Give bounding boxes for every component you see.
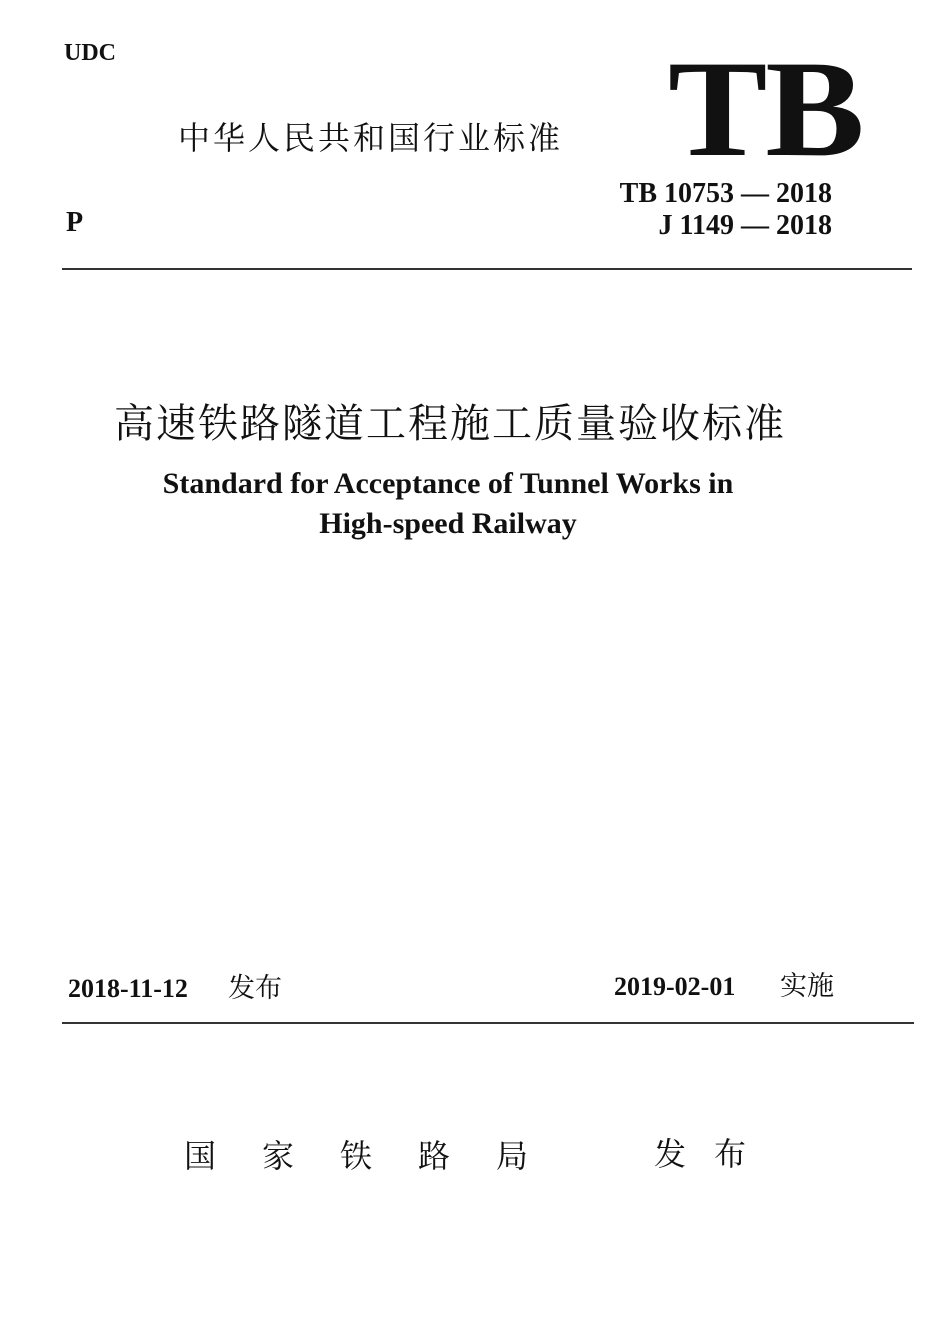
english-title [0, 464, 896, 544]
standard-codes [620, 178, 832, 242]
bottom-divider [62, 1022, 914, 1024]
issue-date: 2018-11-12 [68, 974, 188, 1003]
j-code: J 1149 — 2018 [658, 210, 832, 241]
implement-date: 2019-02-01 [614, 972, 736, 1001]
tb-logo: TB [668, 32, 863, 185]
english-title-line-2: High-speed Railway [319, 507, 577, 540]
industry-standard-title: 中华人民共和国行业标准 [178, 119, 564, 157]
implement-label: 实施 [780, 971, 834, 1002]
english-title-line-1: Standard for Acceptance of Tunnel Works in [162, 467, 734, 500]
chinese-title: 高速铁路隧道工程施工质量验收标准 [114, 401, 786, 447]
udc-label: UDC [64, 40, 116, 66]
tb-code: TB 10753 — 2018 [619, 178, 832, 209]
publisher-action: 发布 [654, 1135, 775, 1173]
publisher-name: 国家铁路局 [184, 1137, 575, 1175]
issue-label: 发布 [228, 973, 282, 1004]
top-divider [62, 268, 912, 270]
classification-label: P [66, 207, 84, 238]
